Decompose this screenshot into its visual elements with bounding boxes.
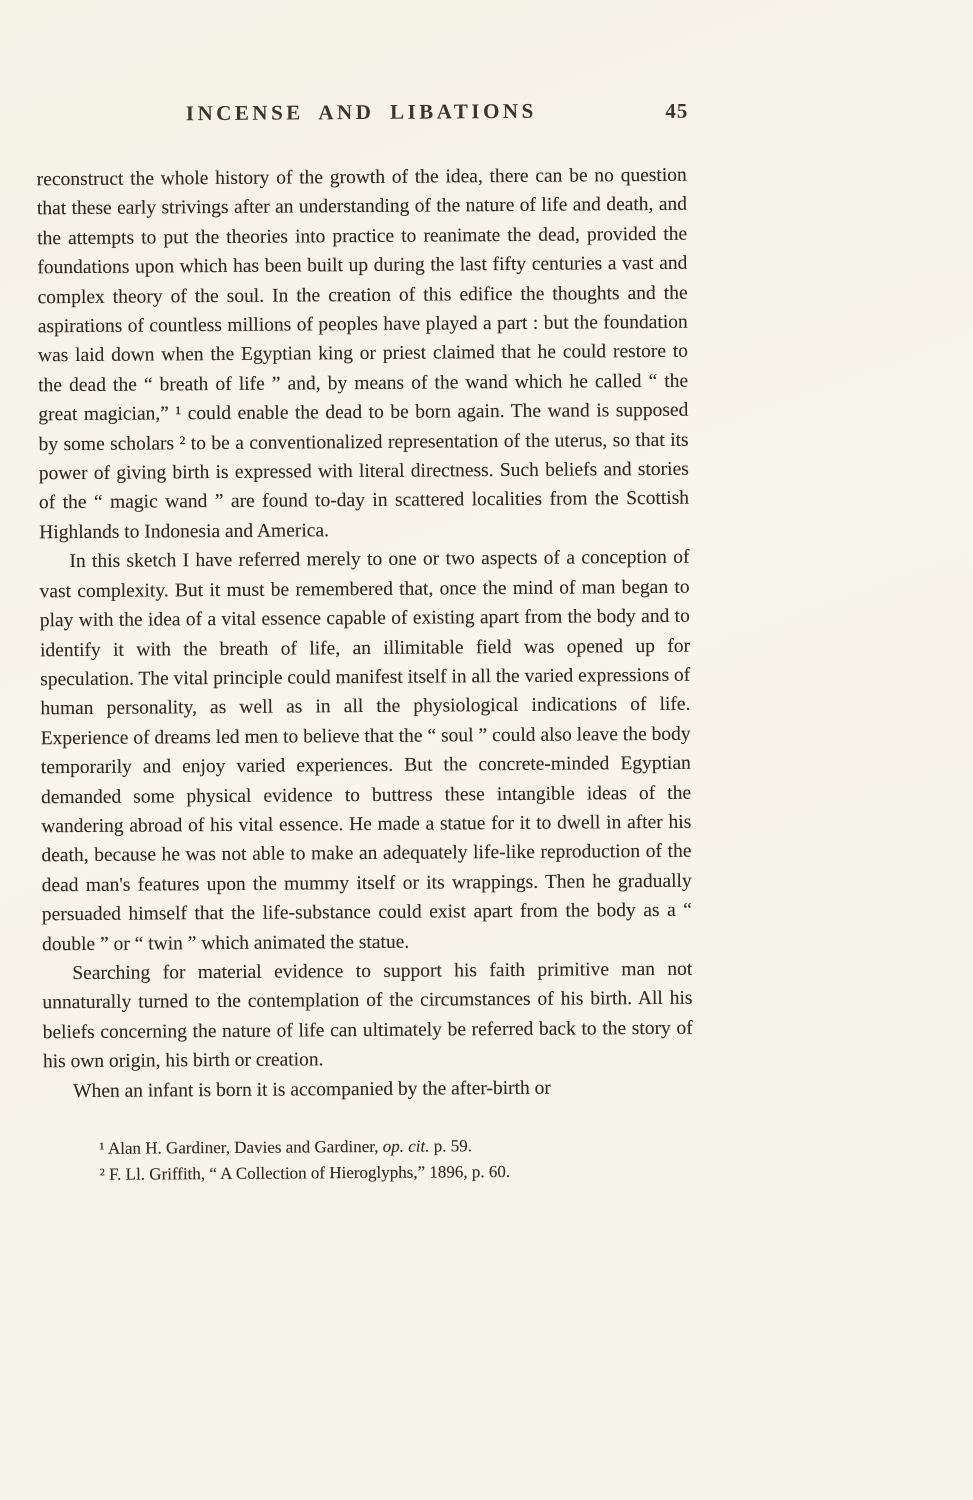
body-paragraph-3: Searching for material evidence to support his faith primitive man not unnaturally turned to the contemplation of the circumstances of his birth. All his beliefs concerning the nature of life can ultimately be referred back to the story of his own origin, his birth or creation. (42, 958, 693, 1073)
footnote-1-italic: op. cit. (382, 1136, 430, 1156)
footnote-2 (100, 1158, 694, 1188)
page-number: 45 (665, 98, 689, 123)
body-paragraph-1: reconstruct the whole history of the growth of the idea, there can be no question that these early strivings after an understanding of the nature of life and death, and the attempts to put the theories into practice to reanimate the dead, provided the foundations upon which has been built up during the last fifty centuries a vast and complex theory of the soul. In the creation of this edifice the thoughts and the aspirations of countless millions of peoples have played a part : but the foundation was laid down when the Egyptian king or priest claimed that he could restore to the dead the “ breath of life ” and, by means of the wand which he called “ the great magician,” ¹ could enable the dead to be born again. The wand is supposed by some scholars ² to be a conventionalized representation of the uterus, so that its power of giving birth is expressed with literal directness. Such beliefs and stories of the “ magic wand ” are found to-day in scattered localities from the Scottish Highlands to Indonesia and America. (36, 164, 690, 544)
text-column (36, 98, 694, 1189)
body-paragraph-2: In this sketch I have referred merely to one or two aspects of a conception of vast complexity. But it must be remembered that, once the mind of man began to play with the idea of a vital essence capable of existing apart from the body and to identify it with the breath of life, an illimitable field was opened up for speculation. The vital principle could manifest itself in all the varied expressions of human personality, as well as in all the physiological indications of life. Experience of dreams led men to believe that the “ soul ” could also leave the body temporarily and enjoy varied experiences. But the concrete-minded Egyptian demanded some physical evidence to buttress these intangible ideas of the wandering abroad of his vital essence. He made a statue for it to dwell in after his death, because he was not able to make an adequately life-like reproduction of the dead man's features upon the mummy itself or its wrappings. Then he gradually persuaded himself that the life-substance could exist apart from the body as a “ double ” or “ twin ” which animated the statue. (39, 547, 692, 955)
body-paragraph-4: When an infant is born it is accompanied by the after-birth or (73, 1077, 551, 1102)
footnote-2-text: ² F. Ll. Griffith, “ A Collection of Hieroglyphs,” 1896, p. 60. (99, 1161, 511, 1184)
body-text (37, 161, 694, 1107)
footnote-1-text: ¹ Alan H. Gardiner, Davies and Gardiner, (99, 1136, 383, 1158)
running-header (36, 98, 689, 128)
footnotes (43, 1132, 693, 1189)
footnote-1-rest: p. 59. (429, 1136, 473, 1156)
page-title: INCENSE AND LIBATIONS (185, 98, 537, 126)
footnote-1 (99, 1132, 693, 1162)
